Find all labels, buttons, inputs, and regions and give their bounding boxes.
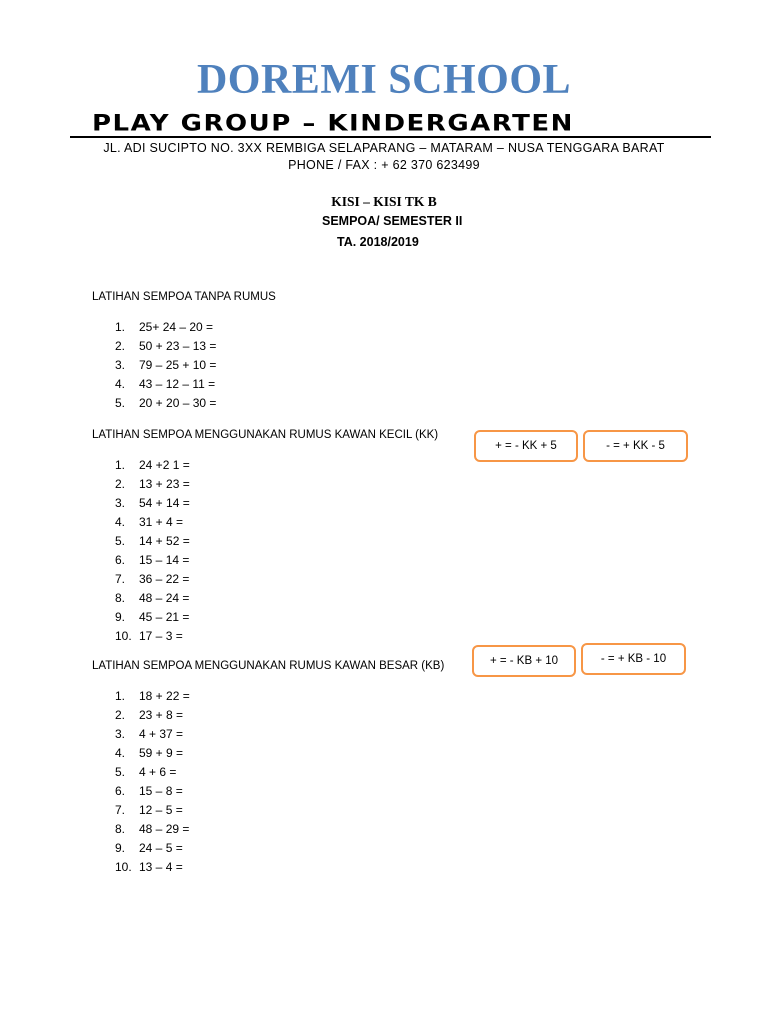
- academic-year: TA. 2018/2019: [337, 235, 419, 249]
- school-phone: PHONE / FAX : + 62 370 623499: [288, 158, 480, 172]
- list-item: 10. 17 – 3 =: [115, 629, 183, 643]
- exercise-list-tanpa-rumus: [115, 318, 216, 413]
- school-name: DOREMI SCHOOL: [196, 57, 572, 103]
- list-item: 2. 13 + 23 =: [115, 477, 190, 491]
- list-item: 2. 23 + 8 =: [115, 708, 184, 722]
- exercise-list-kawan-kecil: [115, 456, 190, 646]
- list-item: 8. 48 – 29 =: [115, 822, 190, 836]
- rule-box-kk-plus: + = - KK + 5: [474, 430, 578, 462]
- list-item: 9. 45 – 21 =: [115, 610, 190, 624]
- list-item: 3. 54 + 14 =: [115, 496, 190, 510]
- exercise-list-kawan-besar: [115, 687, 190, 877]
- section-title-kawan-besar: LATIHAN SEMPOA MENGGUNAKAN RUMUS KAWAN BESAR (KB): [92, 660, 445, 672]
- list-item: 5. 20 + 20 – 30 =: [115, 396, 217, 410]
- list-item: 6. 15 – 14 =: [115, 553, 190, 567]
- list-item: 10. 13 – 4 =: [115, 860, 183, 874]
- semester-label: SEMPOA/ SEMESTER II: [322, 214, 463, 228]
- rule-box-kb-plus: + = - KB + 10: [472, 645, 576, 677]
- list-item: 5. 4 + 6 =: [115, 765, 177, 779]
- list-item: 6. 15 – 8 =: [115, 784, 183, 798]
- rule-box-kb-minus: - = + KB - 10: [581, 643, 686, 675]
- list-item: 1. 24 +2 1 =: [115, 458, 190, 472]
- list-item: 1. 18 + 22 =: [115, 689, 190, 703]
- list-item: 3. 4 + 37 =: [115, 727, 184, 741]
- list-item: 3. 79 – 25 + 10 =: [115, 358, 217, 372]
- list-item: 4. 43 – 12 – 11 =: [115, 377, 216, 391]
- document-title: KISI – KISI TK B: [331, 194, 437, 209]
- list-item: 7. 12 – 5 =: [115, 803, 183, 817]
- list-item: 1. 25+ 24 – 20 =: [115, 320, 214, 334]
- school-address: JL. ADI SUCIPTO NO. 3XX REMBIGA SELAPARANG – MATARAM – NUSA TENGGARA BARAT: [103, 141, 665, 155]
- section-title-tanpa-rumus: LATIHAN SEMPOA TANPA RUMUS: [92, 291, 276, 303]
- school-subtitle: PLAY GROUP – KINDERGARTEN: [92, 111, 574, 137]
- list-item: 7. 36 – 22 =: [115, 572, 190, 586]
- rule-box-kk-minus: - = + KK - 5: [583, 430, 688, 462]
- header-divider: [70, 136, 711, 138]
- list-item: 5. 14 + 52 =: [115, 534, 190, 548]
- list-item: 2. 50 + 23 – 13 =: [115, 339, 217, 353]
- section-title-kawan-kecil: LATIHAN SEMPOA MENGGUNAKAN RUMUS KAWAN KECIL (KK): [92, 429, 439, 441]
- list-item: 4. 31 + 4 =: [115, 515, 184, 529]
- list-item: 8. 48 – 24 =: [115, 591, 190, 605]
- list-item: 9. 24 – 5 =: [115, 841, 183, 855]
- list-item: 4. 59 + 9 =: [115, 746, 184, 760]
